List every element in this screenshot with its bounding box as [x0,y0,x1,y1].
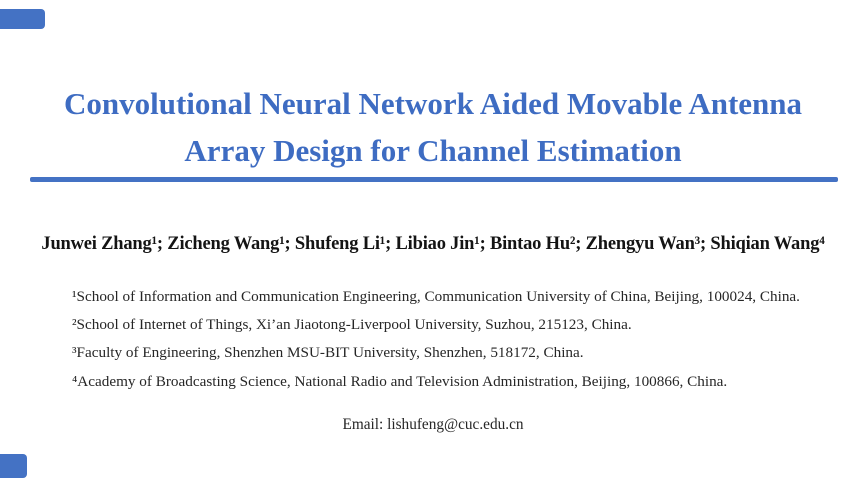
authors-line: Junwei Zhang¹; Zicheng Wang¹; Shufeng Li¹; Libiao Jin¹; Bintao Hu²; Zhengyu Wan³; Shiqian Wang⁴ [41,234,825,254]
title-divider-rule [30,177,838,182]
affiliation-list [72,283,836,396]
paper-title-line-2: Array Design for Channel Estimation [184,133,682,168]
corner-decoration-bottom-left [0,454,27,478]
email-line: Email: lishufeng@cuc.edu.cn [342,416,524,433]
corner-decoration-top-left [0,9,45,29]
affiliation-item: ⁴Academy of Broadcasting Science, National Radio and Television Administration, Beijing, 100866, China. [72,372,728,390]
affiliation-item: ¹School of Information and Communication Engineering, Communication University of China, Beijing, 100024, China. [72,288,800,305]
paper-title [0,80,866,174]
paper-title-line-1: Convolutional Neural Network Aided Movable Antenna [63,86,803,121]
affiliation-item: ²School of Internet of Things, Xi’an Jiaotong-Liverpool University, Suzhou, 215123, China. [72,316,632,334]
affiliation-item: ³Faculty of Engineering, Shenzhen MSU-BIT University, Shenzhen, 518172, China. [72,344,584,362]
